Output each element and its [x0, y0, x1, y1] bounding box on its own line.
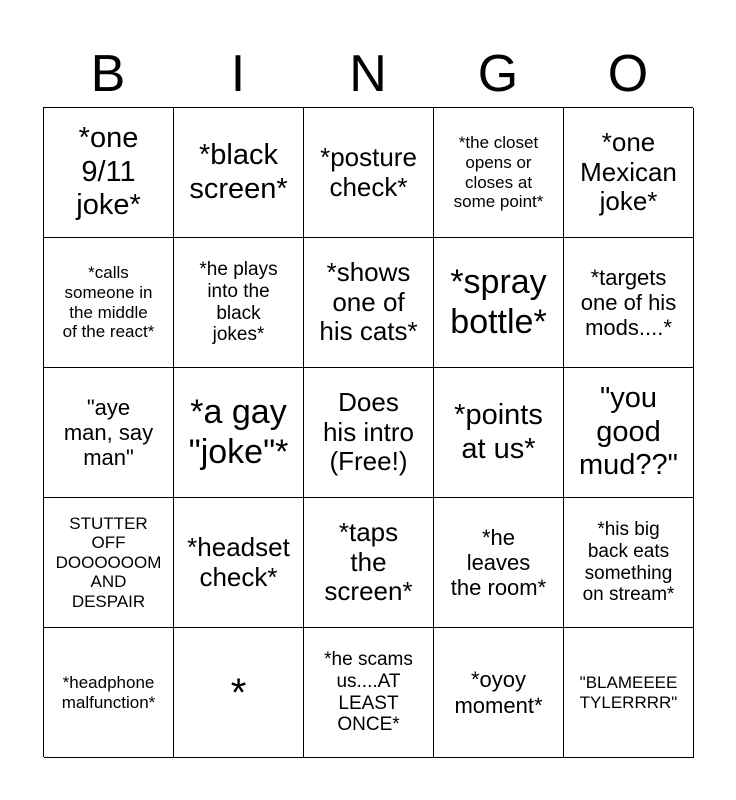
bingo-grid — [43, 107, 693, 757]
bingo-cell[interactable]: "BLAMEEEE TYLERRRR" — [564, 628, 694, 758]
bingo-cell[interactable]: *his big back eats something on stream* — [564, 498, 694, 628]
bingo-cell[interactable]: *one Mexican joke* — [564, 108, 694, 238]
bingo-cell[interactable]: *spray bottle* — [434, 238, 564, 368]
bingo-free-cell[interactable]: * — [174, 628, 304, 758]
bingo-cell[interactable]: "you good mud??" — [564, 368, 694, 498]
bingo-cell[interactable]: *posture check* — [304, 108, 434, 238]
header-letter-g: G — [477, 45, 519, 103]
bingo-cell[interactable]: *he plays into the black jokes* — [174, 238, 304, 368]
bingo-cell[interactable]: *headset check* — [174, 498, 304, 628]
bingo-cell[interactable]: *the closet opens or closes at some point* — [434, 108, 564, 238]
bingo-cell[interactable]: *targets one of his mods....* — [564, 238, 694, 368]
header-letter-n: N — [349, 45, 387, 103]
header-letter-i: I — [230, 45, 246, 103]
bingo-cell[interactable]: *points at us* — [434, 368, 564, 498]
bingo-cell[interactable]: STUTTER OFF DOOOOOOM AND DESPAIR — [44, 498, 174, 628]
header-letter-b: B — [90, 45, 126, 103]
bingo-cell[interactable]: *a gay "joke"* — [174, 368, 304, 498]
bingo-cell[interactable]: *black screen* — [174, 108, 304, 238]
header-letter-o: O — [607, 45, 649, 103]
bingo-cell[interactable]: *one 9/11 joke* — [44, 108, 174, 238]
bingo-header — [43, 40, 693, 108]
bingo-cell[interactable]: *calls someone in the middle of the react* — [44, 238, 174, 368]
bingo-cell[interactable]: *headphone malfunction* — [44, 628, 174, 758]
bingo-cell[interactable]: *taps the screen* — [304, 498, 434, 628]
bingo-cell[interactable]: "aye man, say man" — [44, 368, 174, 498]
bingo-cell[interactable]: *he leaves the room* — [434, 498, 564, 628]
bingo-cell[interactable]: *shows one of his cats* — [304, 238, 434, 368]
bingo-cell[interactable]: *he scams us....AT LEAST ONCE* — [304, 628, 434, 758]
bingo-cell[interactable]: *oyoy moment* — [434, 628, 564, 758]
bingo-cell[interactable]: Does his intro (Free!) — [304, 368, 434, 498]
